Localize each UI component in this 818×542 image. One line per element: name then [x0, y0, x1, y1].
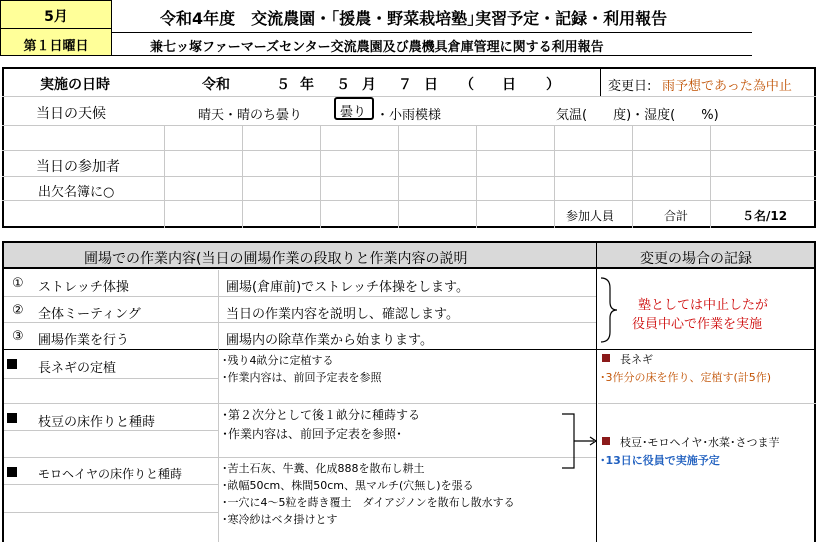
step-2-desc: 当日の作業内容を説明し、確認します。: [226, 307, 459, 322]
date-weekday: 日: [502, 77, 516, 93]
weather-options-before: 晴天・晴のち曇り: [198, 108, 303, 123]
change-date-value: 雨予想であった為中止: [662, 79, 792, 94]
work-header: 圃場での作業内容(当日の圃場作業の段取りと作業内容の説明: [84, 251, 468, 267]
date-label: 実施の日時: [40, 77, 110, 93]
step-1-desc: 圃場(倉庫前)でストレッチ体操をします。: [226, 280, 469, 295]
date-month: ５: [336, 77, 350, 93]
task-1-name: 長ネギの定植: [38, 361, 117, 376]
step-3-num: ③: [12, 329, 24, 344]
date-paren-close: ）: [546, 77, 560, 93]
task-3-bullet-icon: [7, 467, 17, 477]
page-subtitle: 兼七ッ塚ファーマーズセンター交流農園及び農機具倉庫管理に関する利用報告: [150, 40, 604, 55]
weather-selected: 曇り: [340, 105, 367, 120]
total-value: ５名/12: [742, 209, 788, 223]
task-1-bullet-icon: [7, 359, 17, 369]
change-note-line1: 塾としては中止したが: [638, 298, 769, 313]
step-1-name: ストレッチ体操: [38, 280, 129, 295]
task-1-detail-2: ･作業内容は、前回予定表を参照: [222, 371, 382, 384]
change-header: 変更の場合の記録: [640, 251, 752, 267]
bracket-arrow-icon: [558, 412, 600, 472]
step-2-num: ②: [12, 303, 24, 318]
change-record-2-bullet-icon: [602, 437, 610, 445]
task-1-detail-1: ･残り4畝分に定植する: [222, 354, 334, 367]
temp-humidity: 気温( 度)・湿度( %): [556, 108, 719, 123]
date-day-unit: 日: [424, 77, 438, 93]
change-record-1-note: ･3作分の床を作り、定植す(計5作): [600, 371, 772, 384]
month-label: 5月: [44, 9, 68, 25]
task-2-detail-1: ･第２次分として後１畝分に種蒔する: [222, 408, 421, 422]
date-paren-open: （: [460, 77, 474, 93]
attendance-note: 出欠名簿に○: [38, 185, 115, 200]
week-label: 第１日曜日: [23, 39, 89, 54]
task-2-detail-2: ･作業内容は、前回予定表を参照･: [222, 427, 403, 441]
task-3-name: モロヘイヤの床作りと種蒔: [38, 467, 183, 481]
change-record-1-title: 長ネギ: [620, 353, 653, 366]
weather-options-after: ・小雨模様: [376, 108, 442, 123]
task-3-detail-4: ･寒冷紗はベタ掛けとす: [222, 513, 338, 526]
task-3-detail-3: ･一穴に4～5粒を蒔き覆土 ダイアジノンを散布し散水する: [222, 496, 515, 509]
brace-icon: [598, 276, 620, 344]
step-3-desc: 圃場内の除草作業から始まります。: [226, 333, 433, 348]
date-year: ５: [276, 77, 290, 93]
step-2-name: 全体ミーティング: [38, 307, 141, 322]
task-2-bullet-icon: [7, 413, 17, 423]
task-3-detail-1: ･苦土石灰、牛糞、化成888を散布し耕土: [222, 462, 425, 475]
step-1-num: ①: [12, 276, 24, 291]
participant-count-label: 参加人員: [566, 209, 615, 223]
change-note-line2: 役員中心で作業を実施: [632, 317, 763, 332]
participants-label: 当日の参加者: [36, 159, 120, 175]
date-day: ７: [398, 77, 412, 93]
change-record-1-bullet-icon: [602, 354, 610, 362]
date-month-unit: 月: [362, 77, 376, 93]
date-era: 令和: [202, 77, 230, 93]
step-3-name: 圃場作業を行う: [38, 333, 130, 348]
weather-label: 当日の天候: [36, 106, 106, 122]
date-year-unit: 年: [300, 77, 314, 93]
task-2-name: 枝豆の床作りと種蒔: [38, 415, 156, 430]
total-label: 合計: [664, 209, 689, 223]
change-date-label: 変更日:: [608, 79, 652, 94]
change-record-2-note: ･13日に役員で実施予定: [600, 454, 720, 467]
page-title: 令和4年度 交流農園・｢援農・野菜栽培塾｣実習予定・記録・利用報告: [160, 9, 668, 28]
task-3-detail-2: ･畝幅50cm、株間50cm、黒マルチ(穴無し)を張る: [222, 479, 474, 492]
change-record-2-title: 枝豆･モロヘイヤ･水菜･さつま芋: [620, 436, 780, 449]
